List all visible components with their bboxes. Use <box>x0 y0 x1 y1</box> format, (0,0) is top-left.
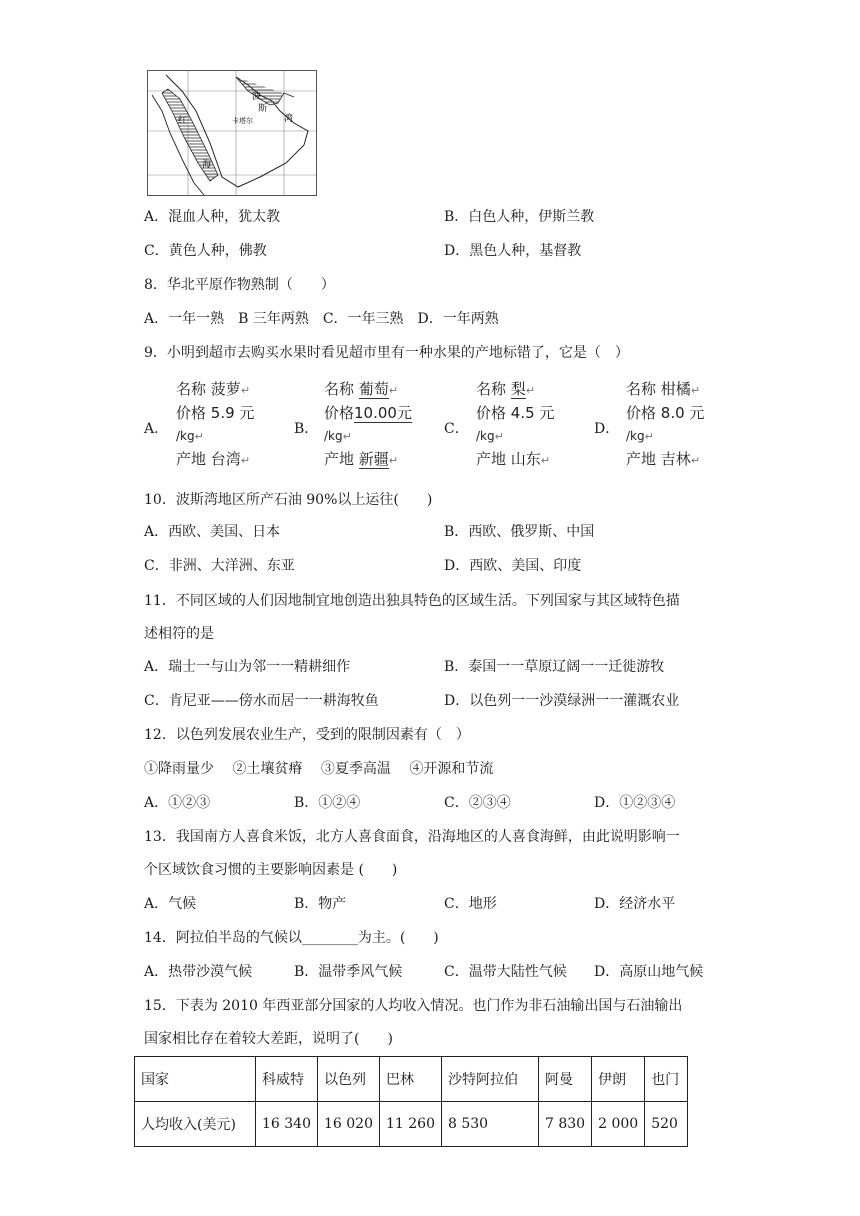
q9-stem: 9．小明到超市去购买水果时看见超市里有一种水果的产地标错了，它是（ ） <box>144 345 629 361</box>
q12-option-d: D．①②③④ <box>594 795 676 811</box>
table-header-label: 国家 <box>135 1057 256 1102</box>
table-cell: 520 <box>645 1102 688 1147</box>
q10-option-a: A．西欧、美国、日本 <box>144 524 281 540</box>
map-label-kataer: 卡塔尔 <box>232 117 253 125</box>
q15-stem-line2: 国家相比存在着较大差距，说明了( ) <box>144 1031 393 1047</box>
q13-option-b: B．物产 <box>294 896 347 912</box>
table-row-label: 人均收入(美元) <box>135 1102 256 1147</box>
q9-card-b: 名称 葡萄↵ 价格10.00元 /kg↵ 产地 新疆↵ <box>324 380 412 468</box>
q13-option-a: A．气候 <box>144 896 197 912</box>
q7-option-d: D．黑色人种，基督教 <box>444 243 582 259</box>
q14-option-a: A．热带沙漠气候 <box>144 964 253 980</box>
q12-option-a: A．①②③ <box>144 795 211 811</box>
q14-option-b: B．温带季风气候 <box>294 964 403 980</box>
map-label-si: 斯 <box>258 104 268 114</box>
q12-items: ①降雨量少 ②土壤贫瘠 ③夏季高温 ④开源和节流 <box>144 761 494 777</box>
table-cell: 2 000 <box>592 1102 645 1147</box>
table-cell: 8 530 <box>442 1102 539 1147</box>
q13-stem-line2: 个区域饮食习惯的主要影响因素是 ( ) <box>144 862 398 878</box>
q9-option-b-letter: B． <box>294 421 319 437</box>
q13-option-d: D．经济水平 <box>594 896 676 912</box>
q12-option-b: B．①②④ <box>294 795 361 811</box>
q8-stem: 8．华北平原作物熟制（ ） <box>144 277 335 293</box>
table-cell: 16 340 <box>256 1102 318 1147</box>
income-table <box>134 1056 688 1147</box>
q9-option-a-letter: A． <box>144 421 169 437</box>
map-label-hong: 红 <box>178 116 188 126</box>
q13-stem-line1: 13．我国南方人喜食米饭，北方人喜食面食，沿海地区的人喜食海鲜，由此说明影响一 <box>144 829 680 845</box>
arabian-peninsula-map <box>147 70 317 196</box>
q11-stem-line2: 述相符的是 <box>144 626 214 642</box>
q7-option-c: C．黄色人种，佛教 <box>144 243 267 259</box>
q11-option-c: C．肯尼亚——傍水而居一一耕海牧鱼 <box>144 693 379 709</box>
map-label-wan: 湾 <box>284 114 294 124</box>
q14-option-d: D．高原山地气候 <box>594 964 704 980</box>
q9-option-c-letter: C． <box>444 421 469 437</box>
q9-card-a: 名称 菠萝↵ 价格 5.9 元 /kg↵ 产地 台湾↵ <box>176 380 255 468</box>
q14-option-c: C．温带大陆性气候 <box>444 964 567 980</box>
table-header-cell: 也门 <box>645 1057 688 1102</box>
table-header-row <box>135 1057 688 1102</box>
table-header-cell: 以色列 <box>318 1057 380 1102</box>
q12-stem: 12．以色列发展农业生产，受到的限制因素有（ ） <box>144 727 470 743</box>
table-header-cell: 阿曼 <box>539 1057 592 1102</box>
map-label-bo: 波 <box>252 92 262 102</box>
q8-options: A．一年一熟 B 三年两熟 C．一年三熟 D．一年两熟 <box>144 311 499 327</box>
map-label-hai: 海 <box>202 160 212 170</box>
q10-option-d: D．西欧、美国、印度 <box>444 558 582 574</box>
q11-option-d: D．以色列一一沙漠绿洲一一灌溉农业 <box>444 693 680 709</box>
q10-option-b: B．西欧、俄罗斯、中国 <box>444 524 595 540</box>
table-cell: 16 020 <box>318 1102 380 1147</box>
q11-option-b: B．泰国一一草原辽阔一一迁徙游牧 <box>444 659 665 675</box>
q9-card-c: 名称 梨↵ 价格 4.5 元 /kg↵ 产地 山东↵ <box>476 380 555 468</box>
q14-stem: 14．阿拉伯半岛的气候以________为主。( ) <box>144 930 439 946</box>
table-header-cell: 沙特阿拉伯 <box>442 1057 539 1102</box>
table-row <box>135 1102 688 1147</box>
q13-option-c: C．地形 <box>444 896 497 912</box>
q10-option-c: C．非洲、大洋洲、东亚 <box>144 558 295 574</box>
table-header-cell: 巴林 <box>380 1057 442 1102</box>
q10-stem: 10．波斯湾地区所产石油 90%以上运往( ) <box>144 492 433 508</box>
q9-option-d-letter: D． <box>594 421 620 437</box>
q9-card-d: 名称 柑橘↵ 价格 8.0 元 /kg↵ 产地 吉林↵ <box>626 380 705 468</box>
q11-stem-line1: 11．不同区域的人们因地制宜地创造出独具特色的区域生活。下列国家与其区域特色描 <box>144 593 680 609</box>
map-drawing <box>148 71 316 195</box>
q12-option-c: C．②③④ <box>444 795 511 811</box>
table-header-cell: 科威特 <box>256 1057 318 1102</box>
q11-option-a: A．瑞士一与山为邻一一精耕细作 <box>144 659 351 675</box>
q15-stem-line1: 15．下表为 2010 年西亚部分国家的人均收入情况。也门作为非石油输出国与石油输出 <box>144 998 683 1014</box>
table-cell: 7 830 <box>539 1102 592 1147</box>
table-cell: 11 260 <box>380 1102 442 1147</box>
q7-option-a: A．混血人种，犹太教 <box>144 209 281 225</box>
table-header-cell: 伊朗 <box>592 1057 645 1102</box>
q7-option-b: B．白色人种，伊斯兰教 <box>444 209 595 225</box>
